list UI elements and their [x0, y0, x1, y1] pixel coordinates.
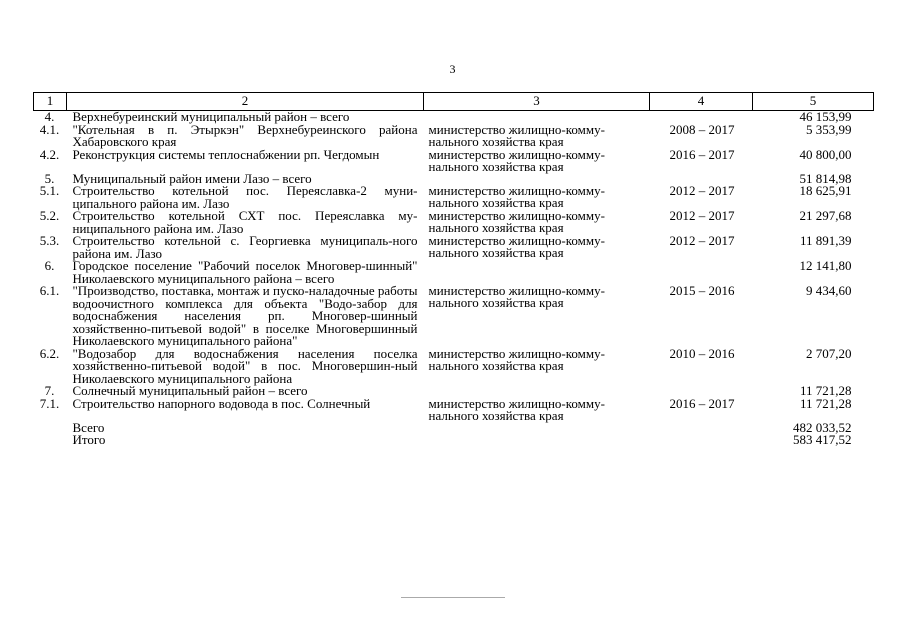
row-ministry: министерство жилищно-комму-нального хозяйства края — [428, 146, 605, 174]
row-name: Всего — [72, 419, 105, 435]
row-ministry: министерство жилищно-комму-нального хозяйства края — [428, 208, 605, 235]
row-number: 6.1. — [39, 283, 60, 298]
row-name: "Водозабор для водоснабжения населения поселка хозяйственно-питьевой водой" в пос. Многовершин-ный Николаевского муниципального района — [72, 345, 418, 386]
header-cell: 1 — [34, 93, 67, 111]
row-name: Городское поселение "Рабочий поселок Многовер-шинный" Николаевского муниципального района – всего — [72, 258, 418, 286]
row-ministry — [424, 422, 650, 435]
row-period: 2016 – 2017 — [669, 146, 735, 162]
row-number: 5. — [44, 170, 55, 186]
row-ministry: министерство жилищно-комму-нального хозяйства края — [428, 183, 605, 210]
row-name: Солнечный муниципальный район – всего — [72, 383, 308, 398]
row-number: 6.2. — [39, 345, 60, 361]
row-ministry: министерство жилищно-комму-нального хозяйства края — [428, 395, 605, 423]
table-header-row — [34, 93, 874, 111]
row-name: Строительство напорного водовода в пос. Солнечный — [72, 395, 371, 411]
row-period: 2010 – 2016 — [669, 345, 735, 361]
row-amount: 11 891,39 — [799, 233, 852, 248]
row-number — [34, 422, 67, 435]
row-name: Строительство котельной пос. Переяславка-2 муни-ципального района им. Лазо — [72, 183, 418, 211]
row-number: 4.1. — [39, 121, 60, 137]
row-amount: 46 153,99 — [799, 109, 852, 124]
table-row — [34, 348, 874, 386]
table-row — [34, 124, 874, 149]
row-period: 2012 – 2017 — [669, 208, 735, 223]
header-cell: 3 — [424, 93, 650, 111]
header-cell: 5 — [753, 93, 874, 111]
row-amount: 18 625,91 — [799, 183, 852, 198]
table-row — [34, 422, 874, 435]
page-number: 3 — [449, 62, 456, 76]
table-row — [34, 185, 874, 210]
row-ministry: министерство жилищно-комму-нального хозяйства края — [428, 233, 605, 260]
row-period — [650, 260, 753, 285]
row-period: 2012 – 2017 — [669, 183, 735, 198]
row-name: Строительство котельной СХТ пос. Переяславка му-ниципального района им. Лазо — [72, 208, 418, 236]
table-row — [34, 434, 874, 447]
row-number: 7.1. — [39, 395, 60, 411]
row-amount: 21 297,68 — [799, 208, 852, 223]
row-name: Строительство котельной с. Георгиевка муниципаль-ного района им. Лазо — [72, 233, 418, 261]
row-ministry: министерство жилищно-комму-нального хозяйства края — [428, 283, 605, 310]
row-amount: 51 814,98 — [799, 170, 852, 186]
row-period — [650, 422, 753, 435]
row-amount: 5 353,99 — [806, 121, 852, 137]
row-name: Итого — [72, 432, 106, 447]
row-number: 4. — [44, 109, 55, 124]
row-amount: 40 800,00 — [799, 146, 852, 162]
row-ministry — [424, 260, 650, 285]
data-table — [33, 92, 874, 447]
table-row — [34, 235, 874, 260]
row-number: 4.2. — [39, 146, 60, 162]
row-name: "Котельная в п. Этыркэн" Верхнебуреинского района Хабаровского края — [72, 121, 418, 149]
row-period: 2008 – 2017 — [669, 121, 735, 137]
row-ministry: министерство жилищно-комму-нального хозяйства края — [428, 345, 605, 373]
header-cell: 2 — [67, 93, 424, 111]
row-name: "Производство, поставка, монтаж и пуско-наладочные работы водоочистного комплекса для объекта "Водо-забор для водоснабжения населения рп. Многовер-шинный хозяйственно-питьевой водой" в поселке Многовершинный Николаевского муниципального района" — [72, 283, 418, 348]
row-amount: 9 434,60 — [806, 283, 852, 298]
row-amount: 11 721,28 — [799, 383, 852, 398]
row-name: Реконструкция системы теплоснабжении рп. Чегдомын — [72, 146, 380, 162]
table-row — [34, 260, 874, 285]
row-period: 2016 – 2017 — [669, 395, 735, 411]
table-row — [34, 285, 874, 348]
row-number: 5.3. — [39, 233, 60, 248]
row-period: 2012 – 2017 — [669, 233, 735, 248]
table-row — [34, 398, 874, 422]
row-amount: 2 707,20 — [806, 345, 852, 361]
row-name: Верхнебуреинский муниципальный район – всего — [72, 109, 350, 124]
header-cell: 4 — [650, 93, 753, 111]
row-amount: 583 417,52 — [793, 432, 852, 447]
row-number: 6. — [44, 258, 55, 273]
row-name: Муниципальный район имени Лазо – всего — [72, 170, 312, 186]
row-number: 7. — [44, 383, 55, 398]
row-number: 5.2. — [39, 208, 60, 223]
row-amount: 11 721,28 — [799, 395, 852, 411]
row-ministry — [424, 434, 650, 447]
row-period: 2015 – 2016 — [669, 283, 735, 298]
row-ministry: министерство жилищно-комму-нального хозяйства края — [428, 121, 605, 149]
table-row — [34, 210, 874, 235]
row-number — [34, 434, 67, 447]
footer-divider — [401, 597, 505, 598]
row-amount: 482 033,52 — [793, 419, 852, 435]
row-period — [650, 434, 753, 447]
table-row — [34, 149, 874, 173]
row-amount: 12 141,80 — [799, 258, 852, 273]
row-number: 5.1. — [39, 183, 60, 198]
